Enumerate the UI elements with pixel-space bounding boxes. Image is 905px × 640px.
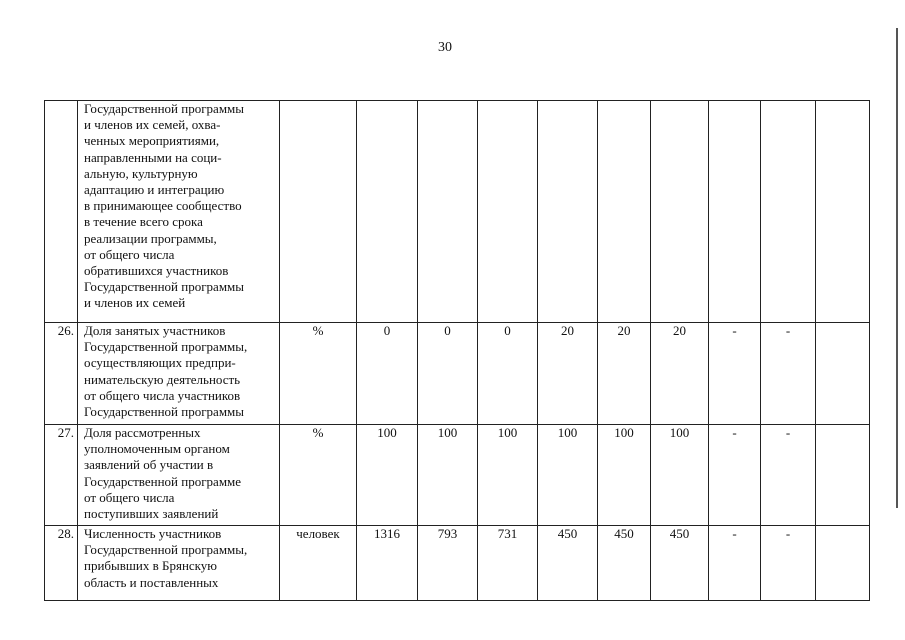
value-cell: 100 xyxy=(357,425,418,526)
table-row xyxy=(45,101,870,323)
value-cell: 20 xyxy=(598,323,651,425)
value-cell xyxy=(651,101,709,323)
indicator-name: Доля рассмотренных уполномоченным органом заявлений об участии в Государственной программе от общего числа поступивших заявлений xyxy=(78,425,280,526)
value-cell: - xyxy=(709,425,761,526)
table-row xyxy=(45,526,870,601)
value-cell: 450 xyxy=(538,526,598,601)
row-number xyxy=(45,101,78,323)
value-cell xyxy=(761,101,816,323)
row-number: 27. xyxy=(45,425,78,526)
value-cell: 0 xyxy=(478,323,538,425)
value-cell: 731 xyxy=(478,526,538,601)
value-cell xyxy=(598,101,651,323)
value-cell xyxy=(478,101,538,323)
value-cell: 100 xyxy=(598,425,651,526)
value-cell: 20 xyxy=(538,323,598,425)
value-cell: 0 xyxy=(418,323,478,425)
page-edge-line xyxy=(896,28,898,508)
unit-cell: % xyxy=(280,323,357,425)
value-cell xyxy=(816,323,870,425)
value-cell: 1316 xyxy=(357,526,418,601)
indicator-name: Государственной программы и членов их семей, охва- ченных мероприятиями, направленными на соци- альную, культурную адаптацию и интеграцию в принимающее сообщество в течение всего срока реализации программы, от общего числа обратившихся участников Государственной программы и членов их семей xyxy=(78,101,280,323)
page-number: 30 xyxy=(438,40,452,55)
table-row xyxy=(45,323,870,425)
value-cell: - xyxy=(709,323,761,425)
indicator-name: Доля занятых участников Государственной программы, осуществляющих предпри- нимательскую деятельность от общего числа участников Государственной программы xyxy=(78,323,280,425)
row-number: 28. xyxy=(45,526,78,601)
value-cell: 20 xyxy=(651,323,709,425)
value-cell: 100 xyxy=(418,425,478,526)
indicator-name: Численность участников Государственной программы, прибывших в Брянскую область и поставленных xyxy=(78,526,280,601)
unit-cell: % xyxy=(280,425,357,526)
value-cell: 100 xyxy=(538,425,598,526)
value-cell xyxy=(816,526,870,601)
value-cell xyxy=(816,425,870,526)
value-cell: 450 xyxy=(651,526,709,601)
value-cell xyxy=(538,101,598,323)
unit-cell xyxy=(280,101,357,323)
value-cell: 450 xyxy=(598,526,651,601)
value-cell: - xyxy=(761,425,816,526)
value-cell xyxy=(709,101,761,323)
value-cell xyxy=(418,101,478,323)
value-cell: 100 xyxy=(651,425,709,526)
value-cell: 793 xyxy=(418,526,478,601)
value-cell: - xyxy=(761,526,816,601)
value-cell: 100 xyxy=(478,425,538,526)
value-cell: - xyxy=(761,323,816,425)
indicators-table xyxy=(44,100,870,601)
unit-cell: человек xyxy=(280,526,357,601)
value-cell xyxy=(816,101,870,323)
value-cell: 0 xyxy=(357,323,418,425)
table-row xyxy=(45,425,870,526)
value-cell: - xyxy=(709,526,761,601)
row-number: 26. xyxy=(45,323,78,425)
value-cell xyxy=(357,101,418,323)
